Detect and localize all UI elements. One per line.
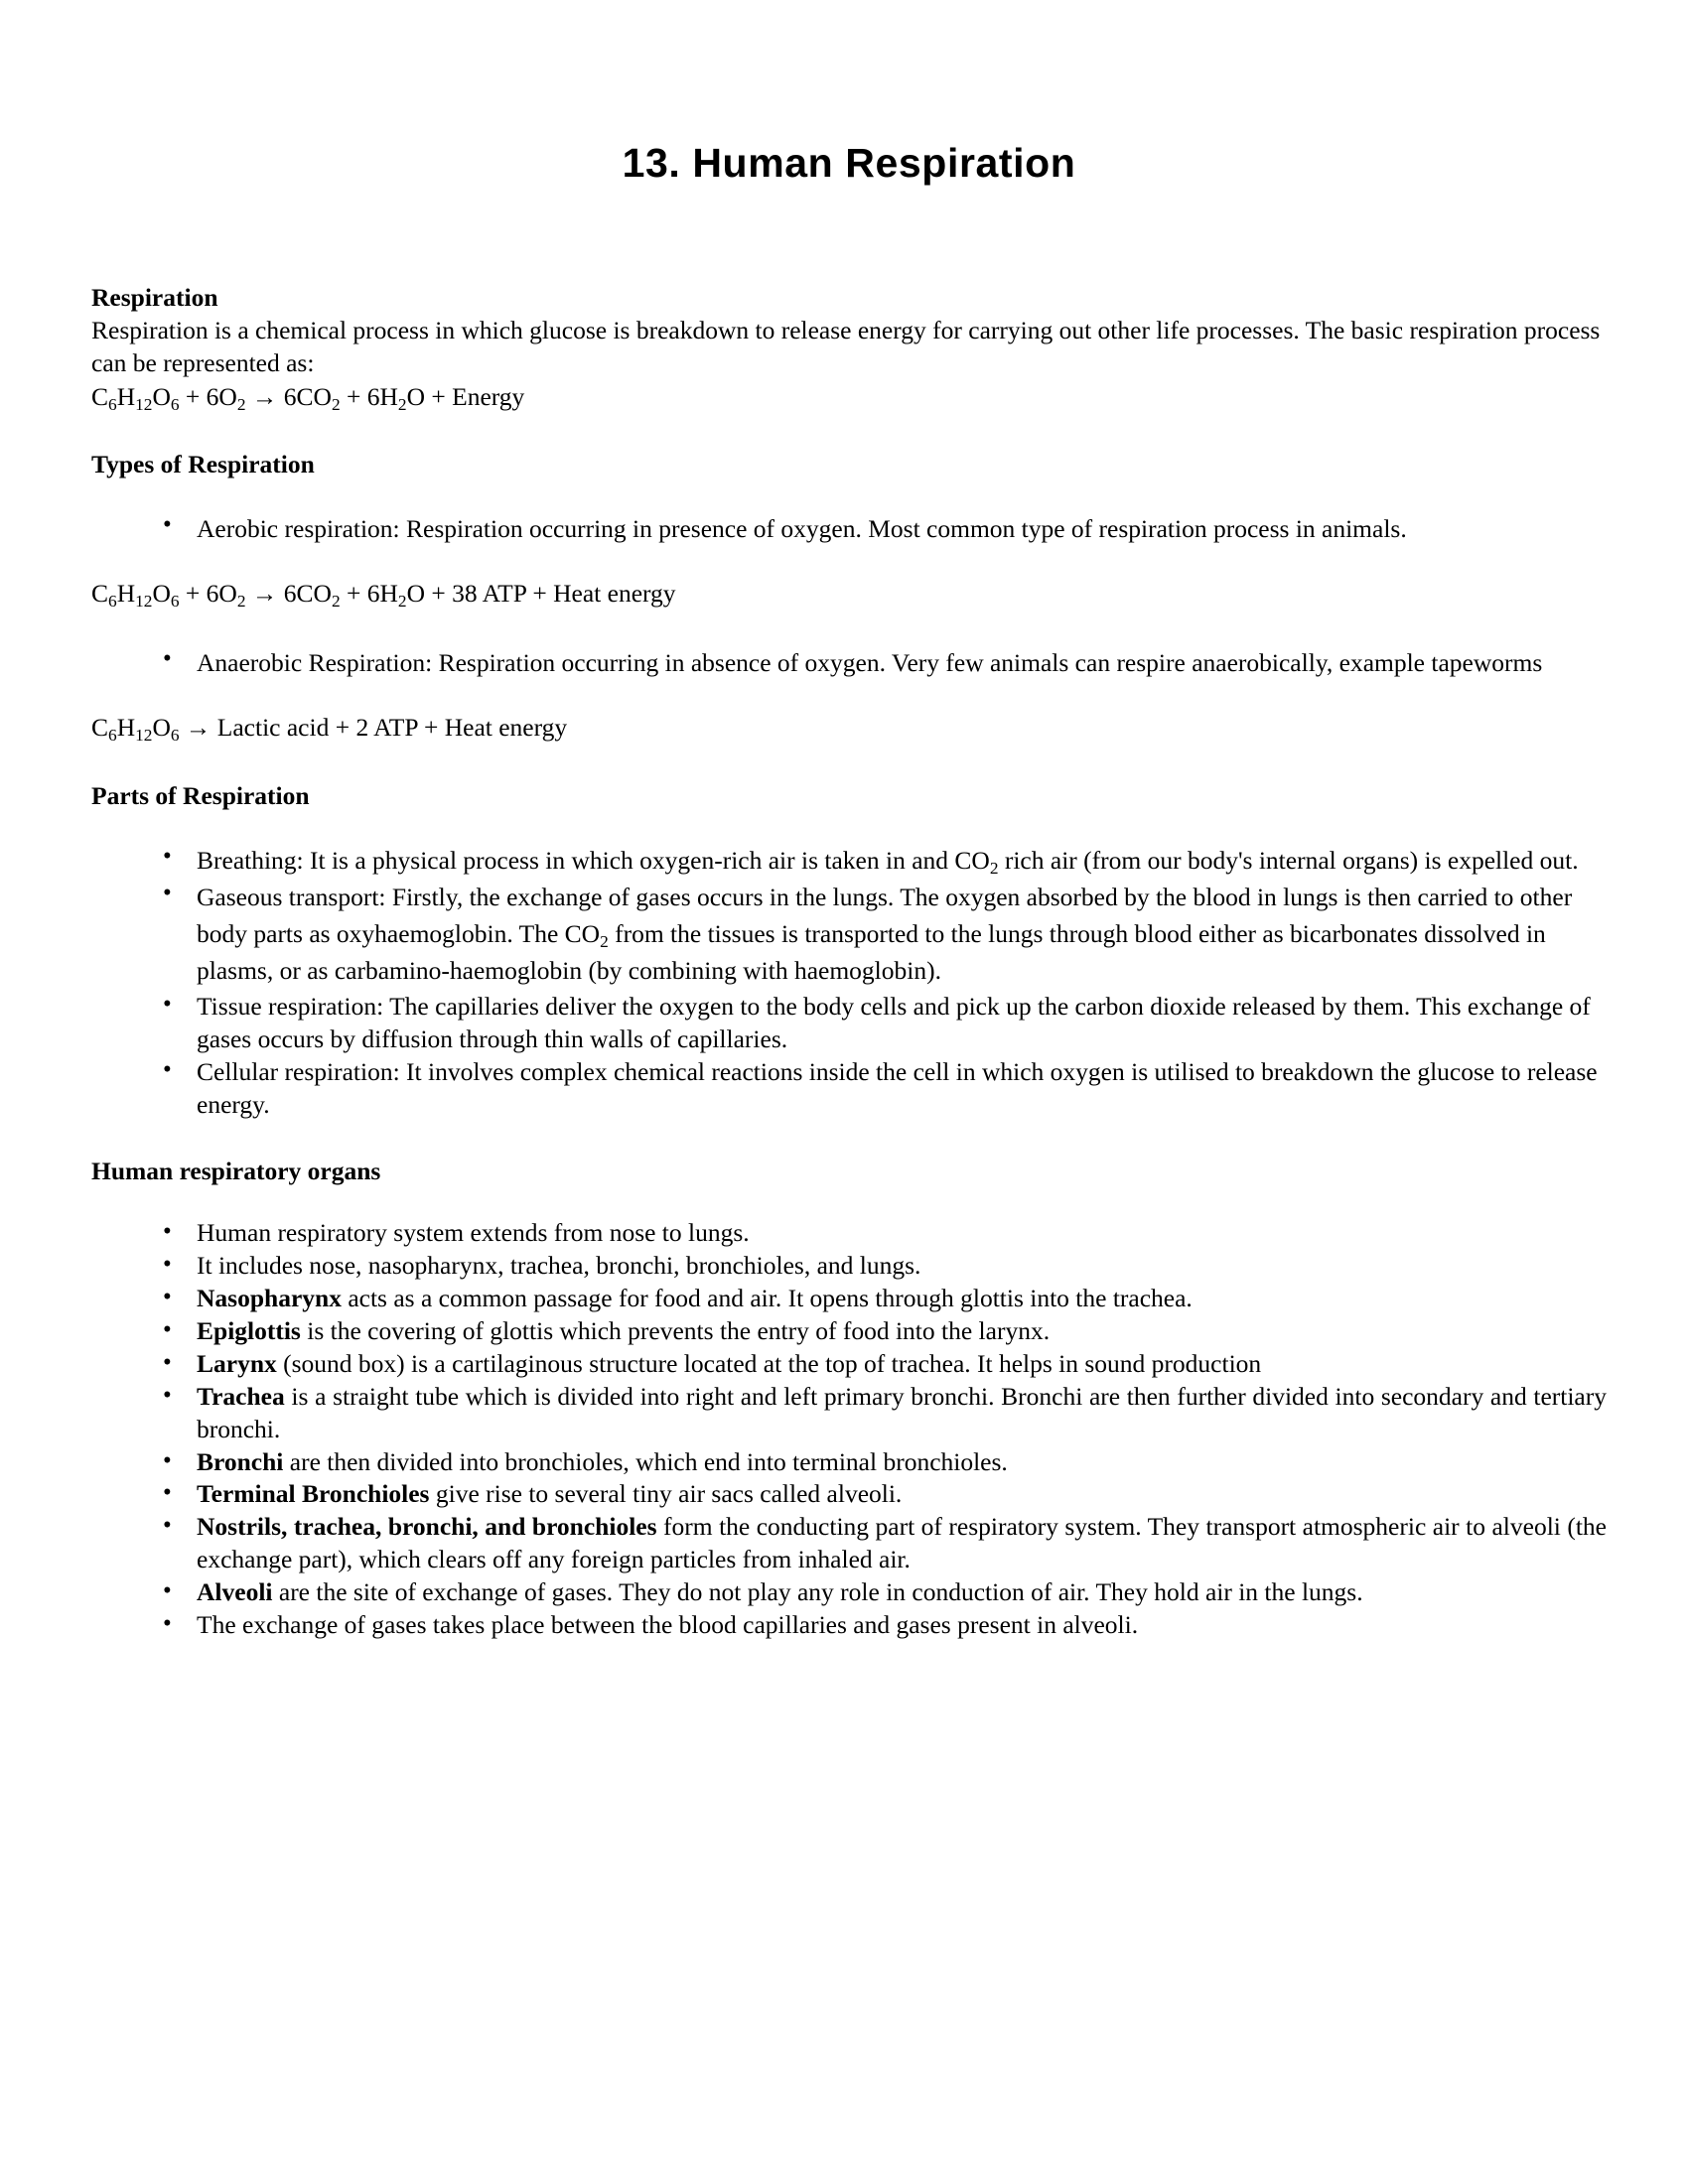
list-item-bronchi xyxy=(139,1446,1607,1479)
paragraph-respiration: Respiration is a chemical process in which glucose is breakdown to release energy for carrying out other life processes. The basic respiration process can be represented as: xyxy=(91,316,1601,378)
bullet-text: form the conducting part of respiratory system. They transport atmospheric air to alveoli (the exchange part), which clears off any foreign particles from inhaled air. xyxy=(197,1512,1608,1574)
bullet-term: Nasopharynx xyxy=(197,1284,342,1313)
document-body xyxy=(91,281,1607,1642)
bullet-text: The capillaries deliver the oxygen to the body cells and pick up the carbon dioxide released by them. This exchange of gases occurs by diffusion through thin walls of capillaries. xyxy=(197,991,1591,1053)
bullet-text: acts as a common passage for food and air. It opens through glottis into the trachea. xyxy=(341,1284,1193,1313)
bullet-text: is the covering of glottis which prevents the entry of food into the larynx. xyxy=(300,1315,1051,1345)
list-item-aerobic-respiration: • Aerobic respiration: Respiration occurring in presence of oxygen. Most common type of respiration process in animals. xyxy=(139,510,1607,547)
bullet-term: Larynx xyxy=(197,1348,277,1378)
spacer xyxy=(91,681,1607,711)
bullet-text: It includes nose, nasopharynx, trachea, bronchi, bronchioles, and lungs. xyxy=(197,1251,921,1281)
spacer xyxy=(91,1121,1607,1155)
list-anaerobic xyxy=(91,644,1607,681)
list-aerobic xyxy=(91,510,1607,547)
bullet-text: Human respiratory system extends from nose to lungs. xyxy=(197,1218,750,1248)
bullet-term: Terminal Bronchioles xyxy=(197,1479,430,1509)
bullet-term: Bronchi xyxy=(197,1446,284,1476)
spacer xyxy=(91,414,1607,448)
list-item-larynx xyxy=(139,1348,1607,1381)
bullet-lead: Tissue respiration: xyxy=(197,991,384,1021)
list-item-extent xyxy=(139,1217,1607,1250)
heading-respiration: Respiration xyxy=(91,283,218,313)
list-item-cellular-respiration xyxy=(139,1055,1607,1121)
equation-aerobic-respiration: $C_6H_{12}O_6 + 6O_2 \to 6CO_2 + 6H_2O + 38$ ATP + Heat energy xyxy=(91,579,676,611)
bullet-lead: Gaseous transport: xyxy=(197,882,386,911)
subscript: 2 xyxy=(989,858,999,878)
list-human-respiratory-organs xyxy=(91,1217,1607,1642)
list-item-gaseous-transport xyxy=(139,879,1607,990)
bullet-text: It is a physical process in which oxygen-rich air is taken in and $CO_2$ rich air (from our body's internal organs) is expelled out. xyxy=(303,845,1579,878)
bullet-text: are the site of exchange of gases. They do not play any role in conduction of air. They hold air in the lungs. xyxy=(272,1577,1363,1607)
section-parts-of-respiration xyxy=(91,779,1607,1122)
section-respiration xyxy=(91,281,1607,414)
subscript: 2 xyxy=(600,931,609,951)
list-item-includes xyxy=(139,1250,1607,1283)
heading-human-respiratory-organs: Human respiratory organs xyxy=(91,1157,381,1186)
equation-anaerobic-respiration: $C_6H_{12}O_6$ → Lactic acid + 2 ATP + Heat energy xyxy=(91,713,568,746)
spacer xyxy=(91,1187,1607,1217)
spacer xyxy=(91,812,1607,842)
bullet-lead: Breathing: xyxy=(197,845,304,875)
list-item-tissue-respiration xyxy=(139,990,1607,1055)
list-item-anaerobic-respiration: • Anaerobic Respiration: Respiration occurring in absence of oxygen. Very few animals can respire anaerobically, example tapeworms xyxy=(139,644,1607,681)
bullet-term: Nostrils, trachea, bronchi, and bronchioles xyxy=(197,1512,657,1542)
spacer xyxy=(91,611,1607,644)
bullet-text: Firstly, the exchange of gases occurs in the lungs. The oxygen absorbed by the blood in lungs is then carried to other body parts as oxyhaemoglobin. The $CO_2$ from the tissues is transported to the lungs through blood either as bicarbonates dissolved in plasms, or as carbamino-haemoglobin (by combining with haemoglobin). xyxy=(197,882,1573,986)
bullet-text: give rise to several tiny air sacs called alveoli. xyxy=(429,1479,903,1509)
bullet-term: Epiglottis xyxy=(197,1315,301,1345)
list-item-trachea xyxy=(139,1381,1607,1446)
list-item-nostrils-conducting-part xyxy=(139,1511,1607,1576)
section-human-respiratory-organs xyxy=(91,1155,1607,1642)
spacer xyxy=(91,547,1607,577)
list-item-nasopharynx xyxy=(139,1283,1607,1315)
section-types-of-respiration xyxy=(91,448,1607,746)
bullet-text: is a straight tube which is divided into right and left primary bronchi. Bronchi are then further divided into secondary and tertiary bronchi. xyxy=(197,1381,1607,1443)
list-item-epiglottis xyxy=(139,1315,1607,1348)
list-parts-of-respiration xyxy=(91,842,1607,1121)
list-item-terminal-bronchioles xyxy=(139,1478,1607,1511)
bullet-text: It involves complex chemical reactions inside the cell in which oxygen is utilised to breakdown the glucose to release energy. xyxy=(197,1056,1598,1119)
heading-types-of-respiration: Types of Respiration xyxy=(91,449,315,478)
page-title: 13. Human Respiration xyxy=(622,140,1076,186)
list-item-alveoli xyxy=(139,1576,1607,1609)
equation-general-respiration: $C_6H_{12}O_6 + 6O_2 \to 6CO_2 + 6H_2O$ + Energy xyxy=(91,381,525,414)
bullet-text: are then divided into bronchioles, which end into terminal bronchioles. xyxy=(283,1446,1008,1476)
bullet-lead: Cellular respiration: xyxy=(197,1056,400,1086)
bullet-text: The exchange of gases takes place between the blood capillaries and gases present in alveoli. xyxy=(197,1609,1139,1639)
spacer xyxy=(91,746,1607,779)
bullet-term: Trachea xyxy=(197,1381,285,1411)
heading-parts-of-respiration: Parts of Respiration xyxy=(91,780,310,810)
list-item-exchange-of-gases xyxy=(139,1609,1607,1642)
list-item-breathing xyxy=(139,842,1607,879)
spacer xyxy=(91,480,1607,510)
bullet-term: Alveoli xyxy=(197,1577,273,1607)
bullet-text: (sound box) is a cartilaginous structure located at the top of trachea. It helps in sound production xyxy=(276,1348,1262,1378)
